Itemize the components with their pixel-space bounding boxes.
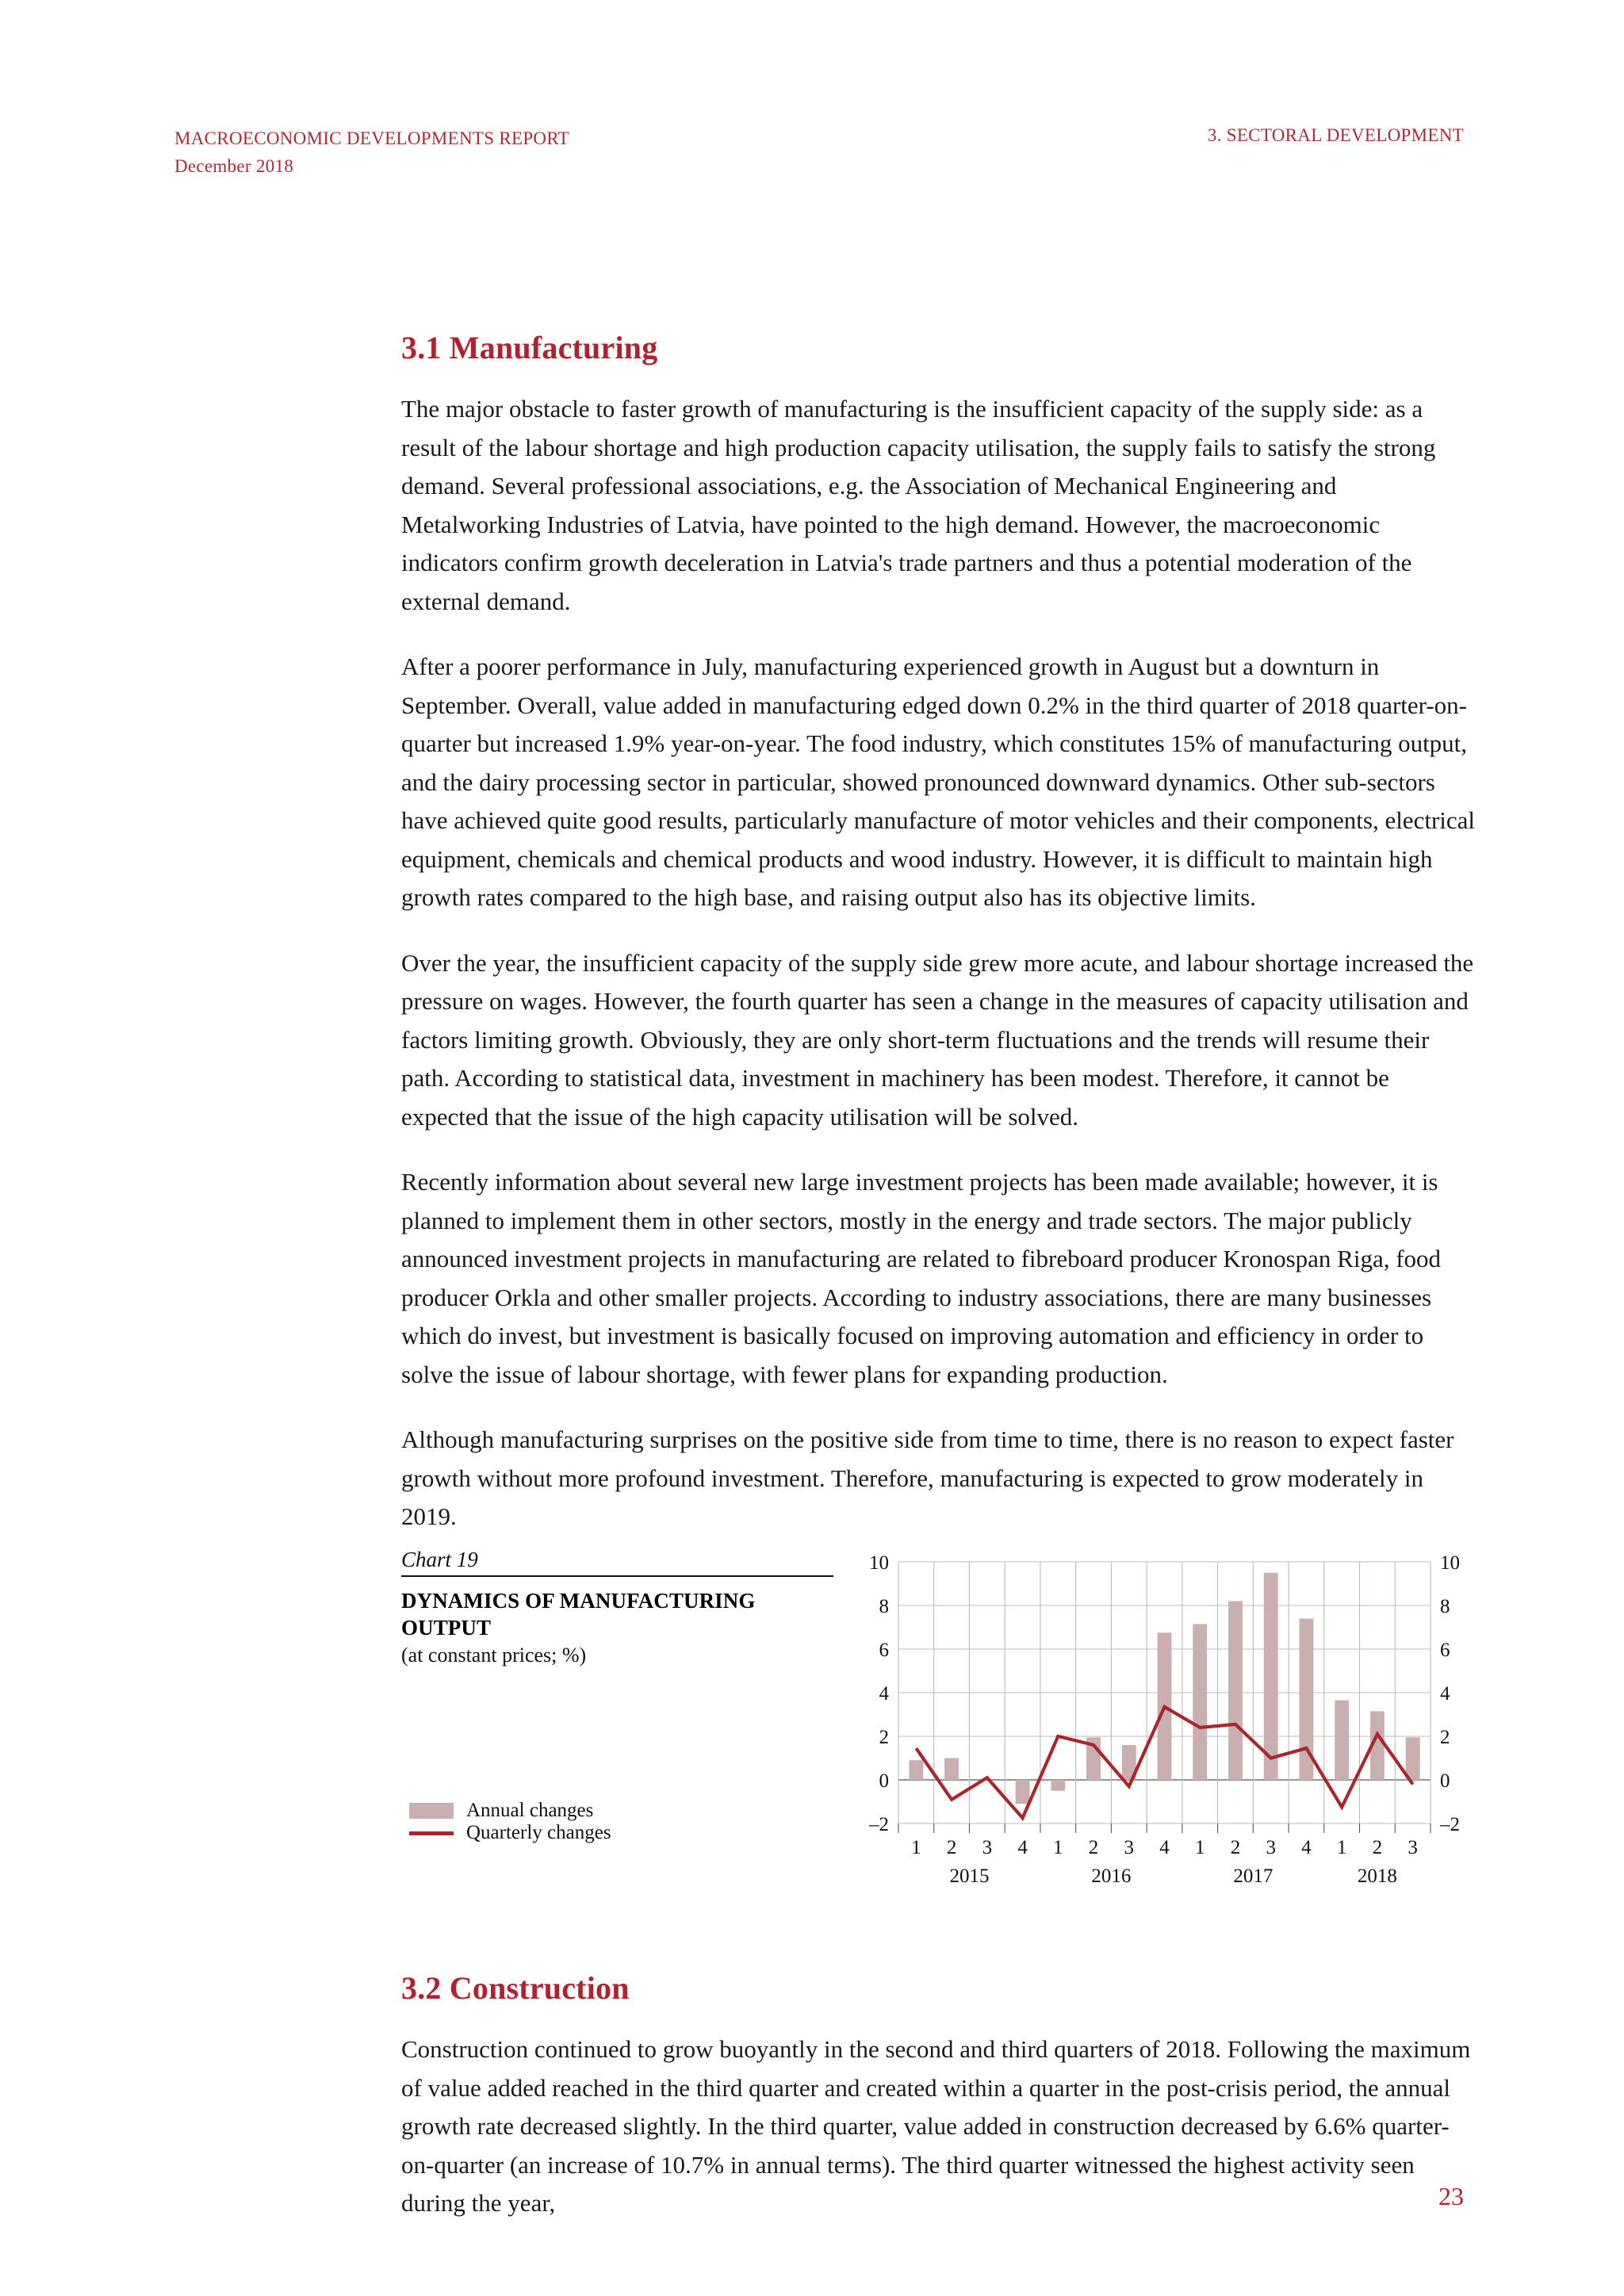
svg-text:6: 6 — [879, 1640, 889, 1661]
svg-text:4: 4 — [1017, 1837, 1028, 1858]
svg-text:2: 2 — [1440, 1727, 1450, 1748]
section-heading-construction: 3.2 Construction — [401, 1970, 630, 2006]
svg-text:2: 2 — [1372, 1837, 1383, 1858]
chart-19-figure — [401, 1548, 1480, 1896]
paragraph: Although manufacturing surprises on the positive side from time to time, there is no reason to expect faster growth without more profound investment. Therefore, manufacturing is expected to grow moderately in 2019. — [401, 1425, 1454, 1530]
svg-text:2015: 2015 — [949, 1866, 990, 1887]
paragraph: Construction continued to grow buoyantly in the second and third quarters of 2018. Following the maximum of value added reached in the third quarter and created within a quarter in the post-crisis period, the annual growth rate decreased slightly. In the third quarter, value added in construction decreased by 6.6% quarter-on-quarter (an increase of 10.7% in annual terms). The third quarter witnessed the highest activity seen during the year, — [401, 2035, 1471, 2217]
page-number: 23 — [1438, 2182, 1464, 2210]
svg-text:0: 0 — [879, 1770, 889, 1792]
svg-text:10: 10 — [1440, 1552, 1460, 1574]
legend-item-quarterly-changes — [409, 1822, 611, 1844]
svg-text:2: 2 — [879, 1727, 889, 1748]
svg-text:2: 2 — [1230, 1837, 1241, 1858]
svg-text:8: 8 — [1440, 1596, 1450, 1617]
legend-label: Quarterly changes — [466, 1822, 611, 1843]
bar-swatch-icon — [409, 1803, 454, 1819]
chart-number: Chart 19 — [401, 1548, 478, 1571]
chapter-title: 3. SECTORAL DEVELOPMENT — [1207, 125, 1464, 145]
chart-caption-block — [401, 1548, 833, 1668]
chart-legend — [409, 1800, 611, 1844]
svg-text:2: 2 — [946, 1837, 957, 1858]
svg-text:2017: 2017 — [1233, 1866, 1274, 1887]
paragraph: The major obstacle to faster growth of manufacturing is the insufficient capacity of the supply side: as a result of the labour shortage and high production capacity utilisation, the supply fails to satisfy the strong demand. Several professional associations, e.g. the Association of Mechanical Engineering and Metalworking Industries of Latvia, have pointed to the high demand. However, the macroeconomic indicators confirm growth deceleration in Latvia's trade partners and thus a potential moderation of the external demand. — [401, 395, 1436, 615]
paragraph: Over the year, the insufficient capacity of the supply side grew more acute, and labour shortage increased the pressure on wages. However, the fourth quarter has seen a change in the measures of capacity utilisation and factors limiting growth. Obviously, they are only short-term fluctuations and the trends will resume their path. According to statistical data, investment in machinery has been modest. Therefore, it cannot be expected that the issue of the high capacity utilisation will be solved. — [401, 948, 1474, 1131]
paragraph: Recently information about several new large investment projects has been made available; however, it is planned to implement them in other sectors, mostly in the energy and trade sectors. The major publicly announced investment projects in manufacturing are related to fibreboard producer Kronospan Riga, food producer Orkla and other smaller projects. According to industry associations, there are many businesses which do invest, but investment is basically focused on improving automation and efficiency in order to solve the issue of labour shortage, with fewer plans for expanding production. — [401, 1168, 1442, 1388]
svg-text:1: 1 — [911, 1837, 921, 1858]
svg-text:2: 2 — [1088, 1837, 1099, 1858]
line-swatch-icon — [409, 1831, 454, 1835]
svg-text:4: 4 — [879, 1683, 889, 1705]
svg-text:1: 1 — [1336, 1837, 1347, 1858]
running-head-left — [174, 125, 569, 180]
report-title: MACROECONOMIC DEVELOPMENTS REPORT — [174, 128, 569, 148]
chart-plot-area — [849, 1548, 1480, 1896]
chart-rule-divider — [401, 1575, 833, 1577]
running-head — [174, 125, 1464, 180]
svg-text:1: 1 — [1053, 1837, 1063, 1858]
legend-item-annual-changes — [409, 1800, 611, 1822]
section-heading-manufacturing: 3.1 Manufacturing — [401, 330, 658, 365]
svg-text:6: 6 — [1440, 1640, 1450, 1661]
svg-text:3: 3 — [1408, 1837, 1418, 1858]
svg-text:3: 3 — [982, 1837, 993, 1858]
manufacturing-output-chart — [849, 1548, 1480, 1896]
svg-text:10: 10 — [869, 1552, 889, 1574]
svg-text:3: 3 — [1266, 1837, 1276, 1858]
report-date: December 2018 — [174, 155, 294, 176]
svg-text:4: 4 — [1440, 1683, 1450, 1705]
svg-text:–2: –2 — [1440, 1814, 1460, 1835]
svg-text:0: 0 — [1440, 1770, 1450, 1792]
svg-text:–2: –2 — [869, 1814, 889, 1835]
paragraph: After a poorer performance in July, manufacturing experienced growth in August but a downturn in September. Overall, value added in manufacturing edged down 0.2% in the third quarter of 2018 quarter-on-quarter but increased 1.9% year-on-year. The food industry, which constitutes 15% of manufacturing output, and the dairy processing sector in particular, showed pronounced downward dynamics. Other sub-sectors have achieved quite good results, particularly manufacture of motor vehicles and their components, electrical equipment, chemicals and chemical products and wood industry. However, it is difficult to maintain high growth rates compared to the high base, and raising output also has its objective limits. — [401, 652, 1476, 911]
svg-text:4: 4 — [1159, 1837, 1170, 1858]
chart-title: DYNAMICS OF MANUFACTURING OUTPUT — [401, 1589, 756, 1640]
chart-subtitle: (at constant prices; %) — [401, 1643, 587, 1667]
svg-text:2016: 2016 — [1091, 1866, 1132, 1887]
svg-text:1: 1 — [1194, 1837, 1205, 1858]
svg-text:4: 4 — [1301, 1837, 1312, 1858]
svg-text:8: 8 — [879, 1596, 889, 1617]
svg-text:2018: 2018 — [1357, 1866, 1397, 1887]
legend-label: Annual changes — [466, 1800, 594, 1821]
main-content — [401, 329, 1480, 1536]
svg-text:3: 3 — [1124, 1837, 1135, 1858]
